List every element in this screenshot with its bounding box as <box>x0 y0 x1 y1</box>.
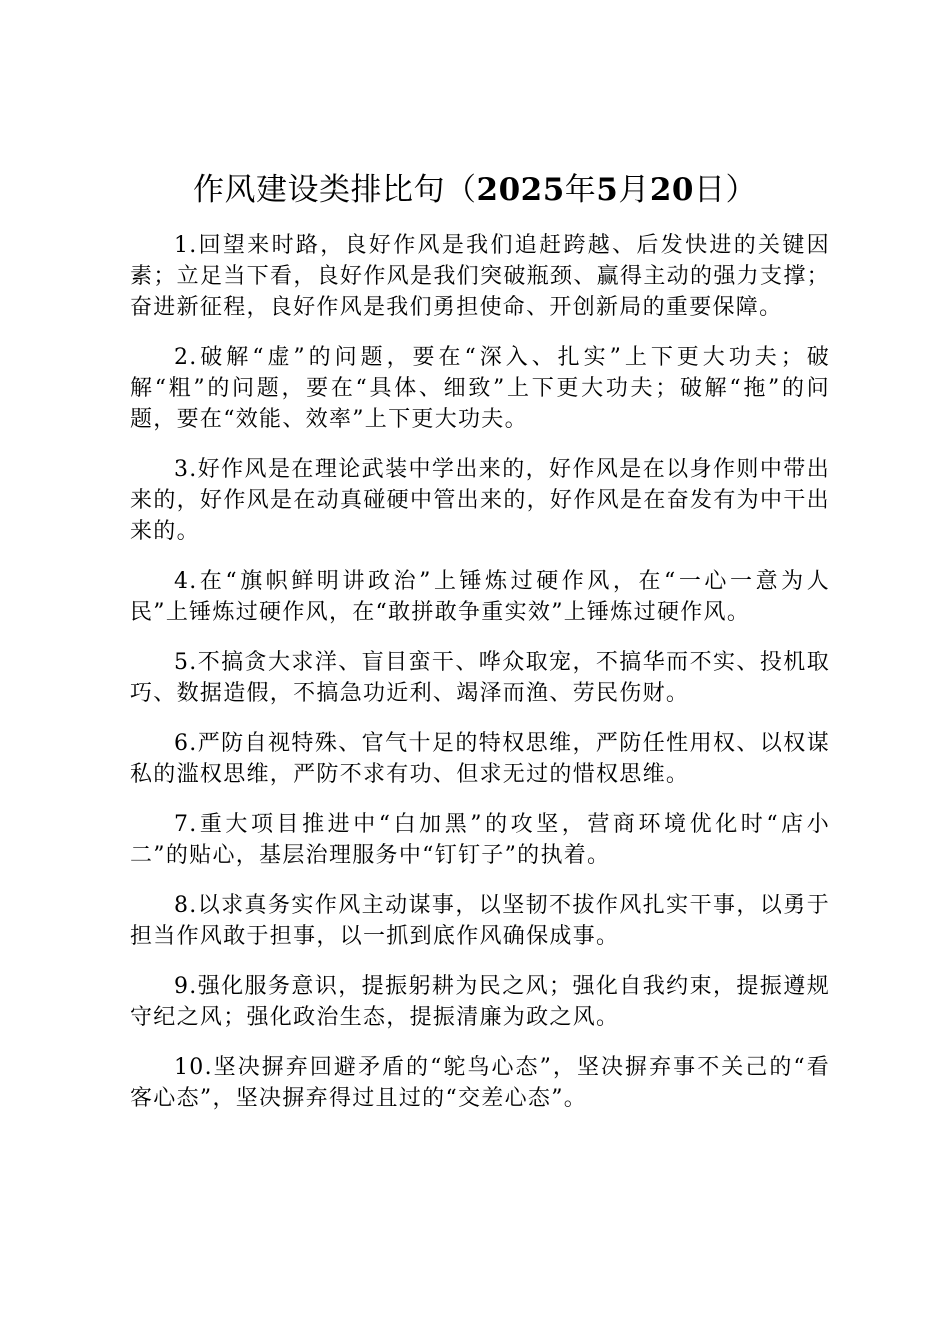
title-text-1: 作风建设类排比句（ <box>193 172 477 208</box>
paragraph-2: 2.破解“虚”的问题，要在“深入、扎实”上下更大功夫；破解“粗”的问题，要在“具体、细致”上下更大功夫；破解“拖”的问题，要在“效能、效率”上下更大功夫。 <box>130 345 830 432</box>
paragraph-3: 3.好作风是在理论武装中学出来的，好作风是在以身作则中带出来的，好作风是在动真碰硬中管出来的，好作风是在奋发有为中干出来的。 <box>130 457 830 544</box>
paragraph-1: 1.回望来时路，良好作风是我们追赶跨越、后发快进的关键因素；立足当下看，良好作风是我们突破瓶颈、赢得主动的强力支撑；奋进新征程，良好作风是我们勇担使命、开创新局的重要保障。 <box>130 233 830 320</box>
title-year: 2025 <box>476 172 565 208</box>
title-text-4: 日） <box>694 172 757 208</box>
paragraph-7: 7.重大项目推进中“白加黑”的攻坚，营商环境优化时“店小二”的贴心，基层治理服务中“钉钉子”的执着。 <box>130 812 830 868</box>
title-day: 20 <box>649 172 694 208</box>
title-text-3: 月 <box>618 172 650 208</box>
paragraph-5: 5.不搞贪大求洋、盲目蛮干、哗众取宠，不搞华而不实、投机取巧、数据造假，不搞急功近利、竭泽而渔、劳民伤财。 <box>130 650 830 706</box>
paragraph-9: 9.强化服务意识，提振躬耕为民之风；强化自我约束，提振遵规守纪之风；强化政治生态，提振清廉为政之风。 <box>130 974 830 1030</box>
paragraph-8: 8.以求真务实作风主动谋事，以坚韧不拔作风扎实干事，以勇于担当作风敢于担事，以一抓到底作风确保成事。 <box>130 893 830 949</box>
paragraph-4: 4.在“旗帜鲜明讲政治”上锤炼过硬作风，在“一心一意为人民”上锤炼过硬作风，在“敢拼敢争重实效”上锤炼过硬作风。 <box>130 569 830 625</box>
document-body <box>130 230 830 1133</box>
document-title <box>120 166 830 214</box>
paragraph-10: 10.坚决摒弃回避矛盾的“鸵鸟心态”，坚决摒弃事不关己的“看客心态”，坚决摒弃得过且过的“交差心态”。 <box>130 1055 830 1111</box>
title-month: 5 <box>596 172 619 208</box>
paragraph-6: 6.严防自视特殊、官气十足的特权思维，严防任性用权、以权谋私的滥权思维，严防不求有功、但求无过的惜权思维。 <box>130 731 830 787</box>
title-text-2: 年 <box>564 172 597 208</box>
